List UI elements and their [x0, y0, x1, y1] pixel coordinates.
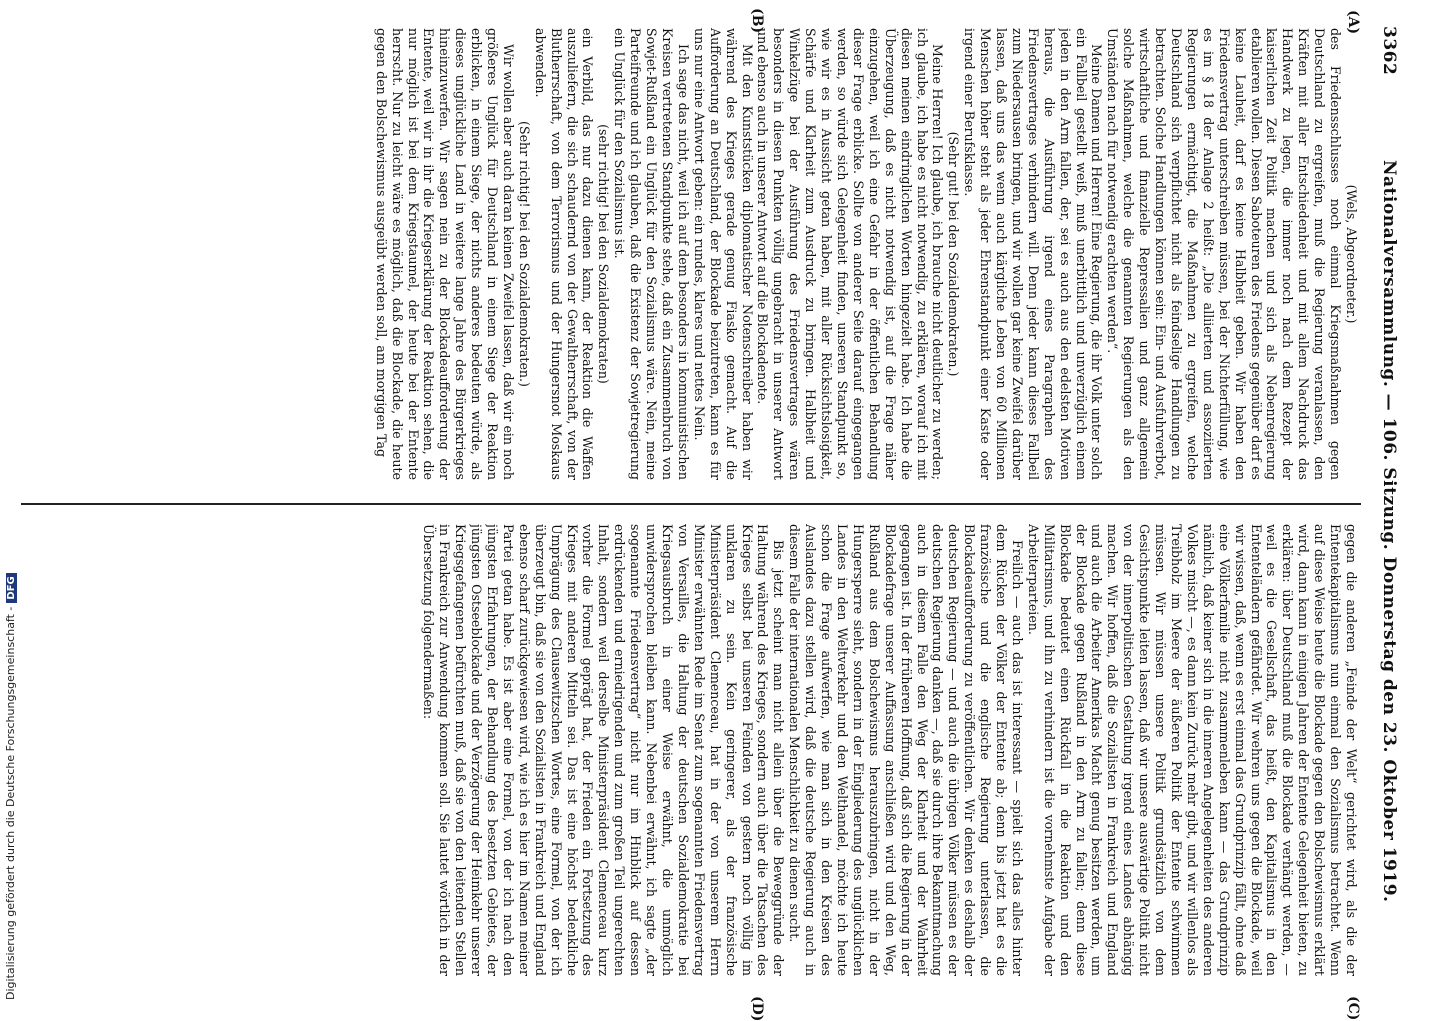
right-text-column — [29, 524, 1359, 976]
paragraph: Meine Damen und Herren! Eine Regierung, die ihr Volk unter solch ein Fallbeil gestellt weiß, muß unerbittlich und unverzüglich einem jeden in den Arm fallen, der, sei es auch aus den edelsten Motiven heraus, die Ausführung irgend eines Paragraphen des Friedensvertrages verhindern will. Denn jeder kann dieses Fallbeil zum Niedersausen bringen, und wir wollen gar keine Zweifel darüber lassen, daß uns das wenn auch kärgliche Leben von 60 Millionen Menschen höher steht als jeder Ehrenstandpunkt einer Kaste oder irgend einer Berufsklasse. — [962, 28, 1105, 480]
interjection: (Sehr gut! bei den Sozialdemokraten.) — [946, 131, 962, 377]
page-number: 3362 — [1379, 26, 1399, 76]
margin-mark-c: (C) — [1345, 996, 1361, 1021]
interjection: (sehr richtig! bei den Sozialdemokraten) — [596, 124, 612, 384]
page-title: Nationalversammlung. — 106. Sitzung. Donnerstag den 23. Oktober 1919. — [1379, 160, 1399, 903]
dfg-logo: DFG — [6, 573, 17, 602]
paragraph: Bis jetzt scheint man nicht allein über die Beweggründe der Haltung während des Krieges, sondern auch über die Tatsachen des Krieges selbst bei unseren Feinden von gestern noch völlig im unklaren zu sein. Kein geringerer, als der französische Ministerpräsident Clemenceau, hat in der von unserem Herrn Minister erwähnten Rede im Senat zum sogenannten Friedensvertrag von Versailles, die Haltung der deutschen Sozialdemokratie bei Kriegsausbruch in einer Weise erwähnt, die unmöglich unwidersprochen bleiben kann. Nebenbei erwähnt, ich sagte „der sogenannte Friedensvertrag“ nicht nur im Hinblick auf dessen erdrückenden und erniedrigenden und zum großen Teil ungerechten Inhalt, sondern weil derselbe Ministerpräsident Clemenceau kurz vorher die Formel geprägt hat, der Frieden ein Fortsetzung des Krieges mit anderen Mitteln sei. Das ist eine höchst bedenkliche Umprägung des Clausewitzschen Wortes, eine Formel, von der ich überzeugt bin, daß sie von den Sozialisten in Frankreich und England ebenso scharf zurückgewiesen wird, wie ich es hier im Namen meiner Partei getan habe. Es ist aber eine Formel, von der ich nach den jüngsten Erfahrungen, der Behandlung des besetzten Gebietes, der jüngsten Ostseeblockade und der Verzögerung der Heimkehr unserer Kriegsgefangenen befürchten muß, daß sie von den leitenden Stellen in Frankreich zur Anwendung kommen soll. Sie lautet wörtlich in der Übersetzung folgendermaßen: — [421, 524, 787, 976]
margin-mark-a: (A) — [1345, 10, 1361, 35]
rotated-document-page — [15, 8, 1405, 1021]
speaker-attribution: (Wels, Abgeordneter.) — [1344, 184, 1359, 324]
paragraph: ein Verbild, das nur dazu dienen kann, der Reaktion die Waffen auszuliefern, die sich schaudernd von der Gewaltherrschaft, von der Blutherrschaft, von dem Terrorismus und der Hungersnot Moskaus abwenden. — [532, 28, 596, 480]
paragraph: Meine Herren! Ich glaube, ich brauche nicht deutlicher zu werden; ich glaube, ich habe es nicht notwendig, zu erklären, worauf ich mit diesen meinen eindringlichen Worten hingezielt habe. Ich habe die Überzeugung, daß es nicht notwendig ist, auf die Frage näher einzugehen, weil ich eine Gefahr in der öffentlichen Behandlung dieser Frage erblicke. Sollte von anderer Seite darauf eingegangen werden, so würde sich Gelegenheit finden, unseren Standpunkt so, wie wir es in Aussicht getan haben, mit aller Rücksichtslosigkeit, Schärfe und Klarheit zum Ausdruck zu bringen. Halbheit und Winkelzüge bei der Ausführung des Friedensvertrages wären besonders in diesen Punkten völlig ungebracht in unserer Antwort und ebenso auch in unserer Antwort auf die Blockadenote. — [755, 28, 946, 480]
paragraph: gegen die anderen „Feinde der Welt“ gerichtet wird, als die der Ententekapitalismus nun einmal den Sozialismus betrachtet. Wenn auf diese Weise heute die Blockade gegen den Bolschewismus erklärt wird, dann kann in einigen Jahren der Entente Gelegenheit bieten, zu erklären: über Deutschland muß die Blockade verhängt werden, — weil es die Gesellschaft, das heißt, den Kapitalismus in den Ententeländern gefährdet. Wir wehren uns gegen die Blockade, weil wir wissen, daß, wenn es erst einmal das Grundprinzip fällt, ohne daß eine Völkerfamilie nicht zusammenleben kann — das Grundprinzip nämlich, daß keiner sich in die inneren Angelegenheiten des anderen Volkes mischt —, es dann kein Zurück mehr gibt, und wir willenlos als Treibholz im Meere der äußeren Politik der Entente schwimmen müssen. Wir müssen unsere Politik grundsätzlich von dem Gesichtspunkte leiten lassen, daß wir unsere auswärtige Politik nicht von der innerpolitischen Gestaltung irgend eines Landes abhängig machen. Wir hoffen, daß die Sozialisten in Frankreich und England und auch die Arbeiter Amerikas Macht genug besitzen werden, um der Blockade gegen Rußland in den Arm zu fallen; denn diese Blockade bedeutet einen Rückfall in die Reaktion und den Militarismus, und ihn zu verhindern ist die vornehmste Aufgabe der Arbeiterparteien. — [1025, 524, 1359, 976]
digitization-footer — [4, 573, 17, 1000]
footer-text: Digitalisierung gefördert durch die Deutsche Forschungsgemeinschaft - — [4, 606, 17, 1000]
paragraph: des Friedensschlusses noch einmal Kriegsmaßnahmen gegen Deutschland zu ergreifen, muß die Regierung veranlassen, den Kräften mit aller Entschiedenheit und mit allem Nachdruck das Handwerk zu legen, die immer noch nach dem Rezept der kaiserlichen Zeit Politik machen und sich als Nebenregierung etablieren wollen. Diesen Saboteuren des Friedens gegenüber darf es keine Lauheit, darf es keine Halbheit geben. Wir haben den Friedensvertrag unterschreiben müssen, bei der Nichterfüllung, wie es im § 18 der Anlage 2 heißt: „Die alliierten und assoziierten Regierungen ermächtigt, die Maßnahmen zu ergreifen, welche Deutschland sich verpflichtet nicht als feindselige Handlungen zu betrachten. Solche Handlungen können sein: Ein- und Ausfuhrverbot, wirtschaftliche und finanzielle Repressalien und ganz allgemein solche Maßnahmen, welche die genannten Regierungen als den Umständen nach für notwendig erachten werden“. — [1105, 28, 1344, 480]
column-divider — [21, 503, 1361, 505]
paragraph: Ich sage das nicht, weil ich auf dem besonders in kommunistischen Kreisen vertretenen Standpunkte stehe, daß ein Zusammenbruch von Sowjet-Rußland ein Unglück für den Sozialismus wäre. Nein, meine Parteifreunde und ich glauben, daß die Existenz der Sowjetregierung ein Unglück für den Sozialismus ist. — [612, 28, 691, 480]
paragraph: Mit den Kunststücken diplomatischer Notenschreiber haben wir während des Krieges gerade genug Fiasko gemacht. Auf die Aufforderung an Deutschland, der Blockade beizutreten, kann es für uns nur eine Antwort geben: ein rundes, klares und nettes Nein. — [691, 28, 755, 480]
margin-mark-d: (D) — [749, 996, 765, 1021]
page-header — [1365, 20, 1405, 990]
paragraph: Wir wollen aber auch daran keinen Zweifel lassen, daß wir ein noch größeres Unglück für Deutschland in einem Siege der Reaktion erblicken, in einem Siege, der nichts anderes bedeuten würde, als dieses unglückliche Land in weitere lange Jahre des Bürgerkrieges hineinzuwerfen. Wir sagen nein zu der Blockadeaufforderung der Entente, weil wir in ihr die Kriegserklärung der Reaktion sehen, die nur möglich ist bei dem Kriegstaumel, der heute bei der Entente herrscht. Nur zu leicht wäre es möglich, daß die Blockade, die heute gegen den Bolschewismus ausgeübt werden soll, am morgigen Tag — [373, 28, 516, 480]
margin-mark-b: (B) — [749, 8, 765, 34]
paragraph: Freilich — auch das ist interessant — spielt sich das alles hinter dem Rücken der Völker der Entente ab; denn bis jetzt hat es die französische und die englische Regierung unterlassen, die Blockadeaufforderung zu veröffentlichen. Wir denken es deshalb der deutschen Regierung — und auch die übrigen Völker müssen es der deutschen Regierung danken —, daß sie durch ihre Bekanntmachung auch in diesem Falle den Weg der Klarheit und der Wahrheit gegangen ist. In der früheren Hoffnung, daß sich die Regierung in der Blockadefrage unserer Auffassung anschließen wird und den Weg, Rußland aus dem Bolschewismus herauszubringen, nicht in der Hungersperre sieht, sondern in der Eingliederung des unglücklichen Landes in den Weltverkehr und den Welthandel, möchte ich heute schon die Frage aufwerfen, wie man sich in den Kreisen des Auslandes dazu stellen wird, daß die deutsche Regierung auch in diesem Falle der internationalen Menschlichkeit zu dienen sucht. — [787, 524, 1025, 976]
left-text-column — [29, 28, 1359, 480]
interjection: (Sehr richtig! bei den Sozialdemokraten.) — [516, 121, 532, 387]
